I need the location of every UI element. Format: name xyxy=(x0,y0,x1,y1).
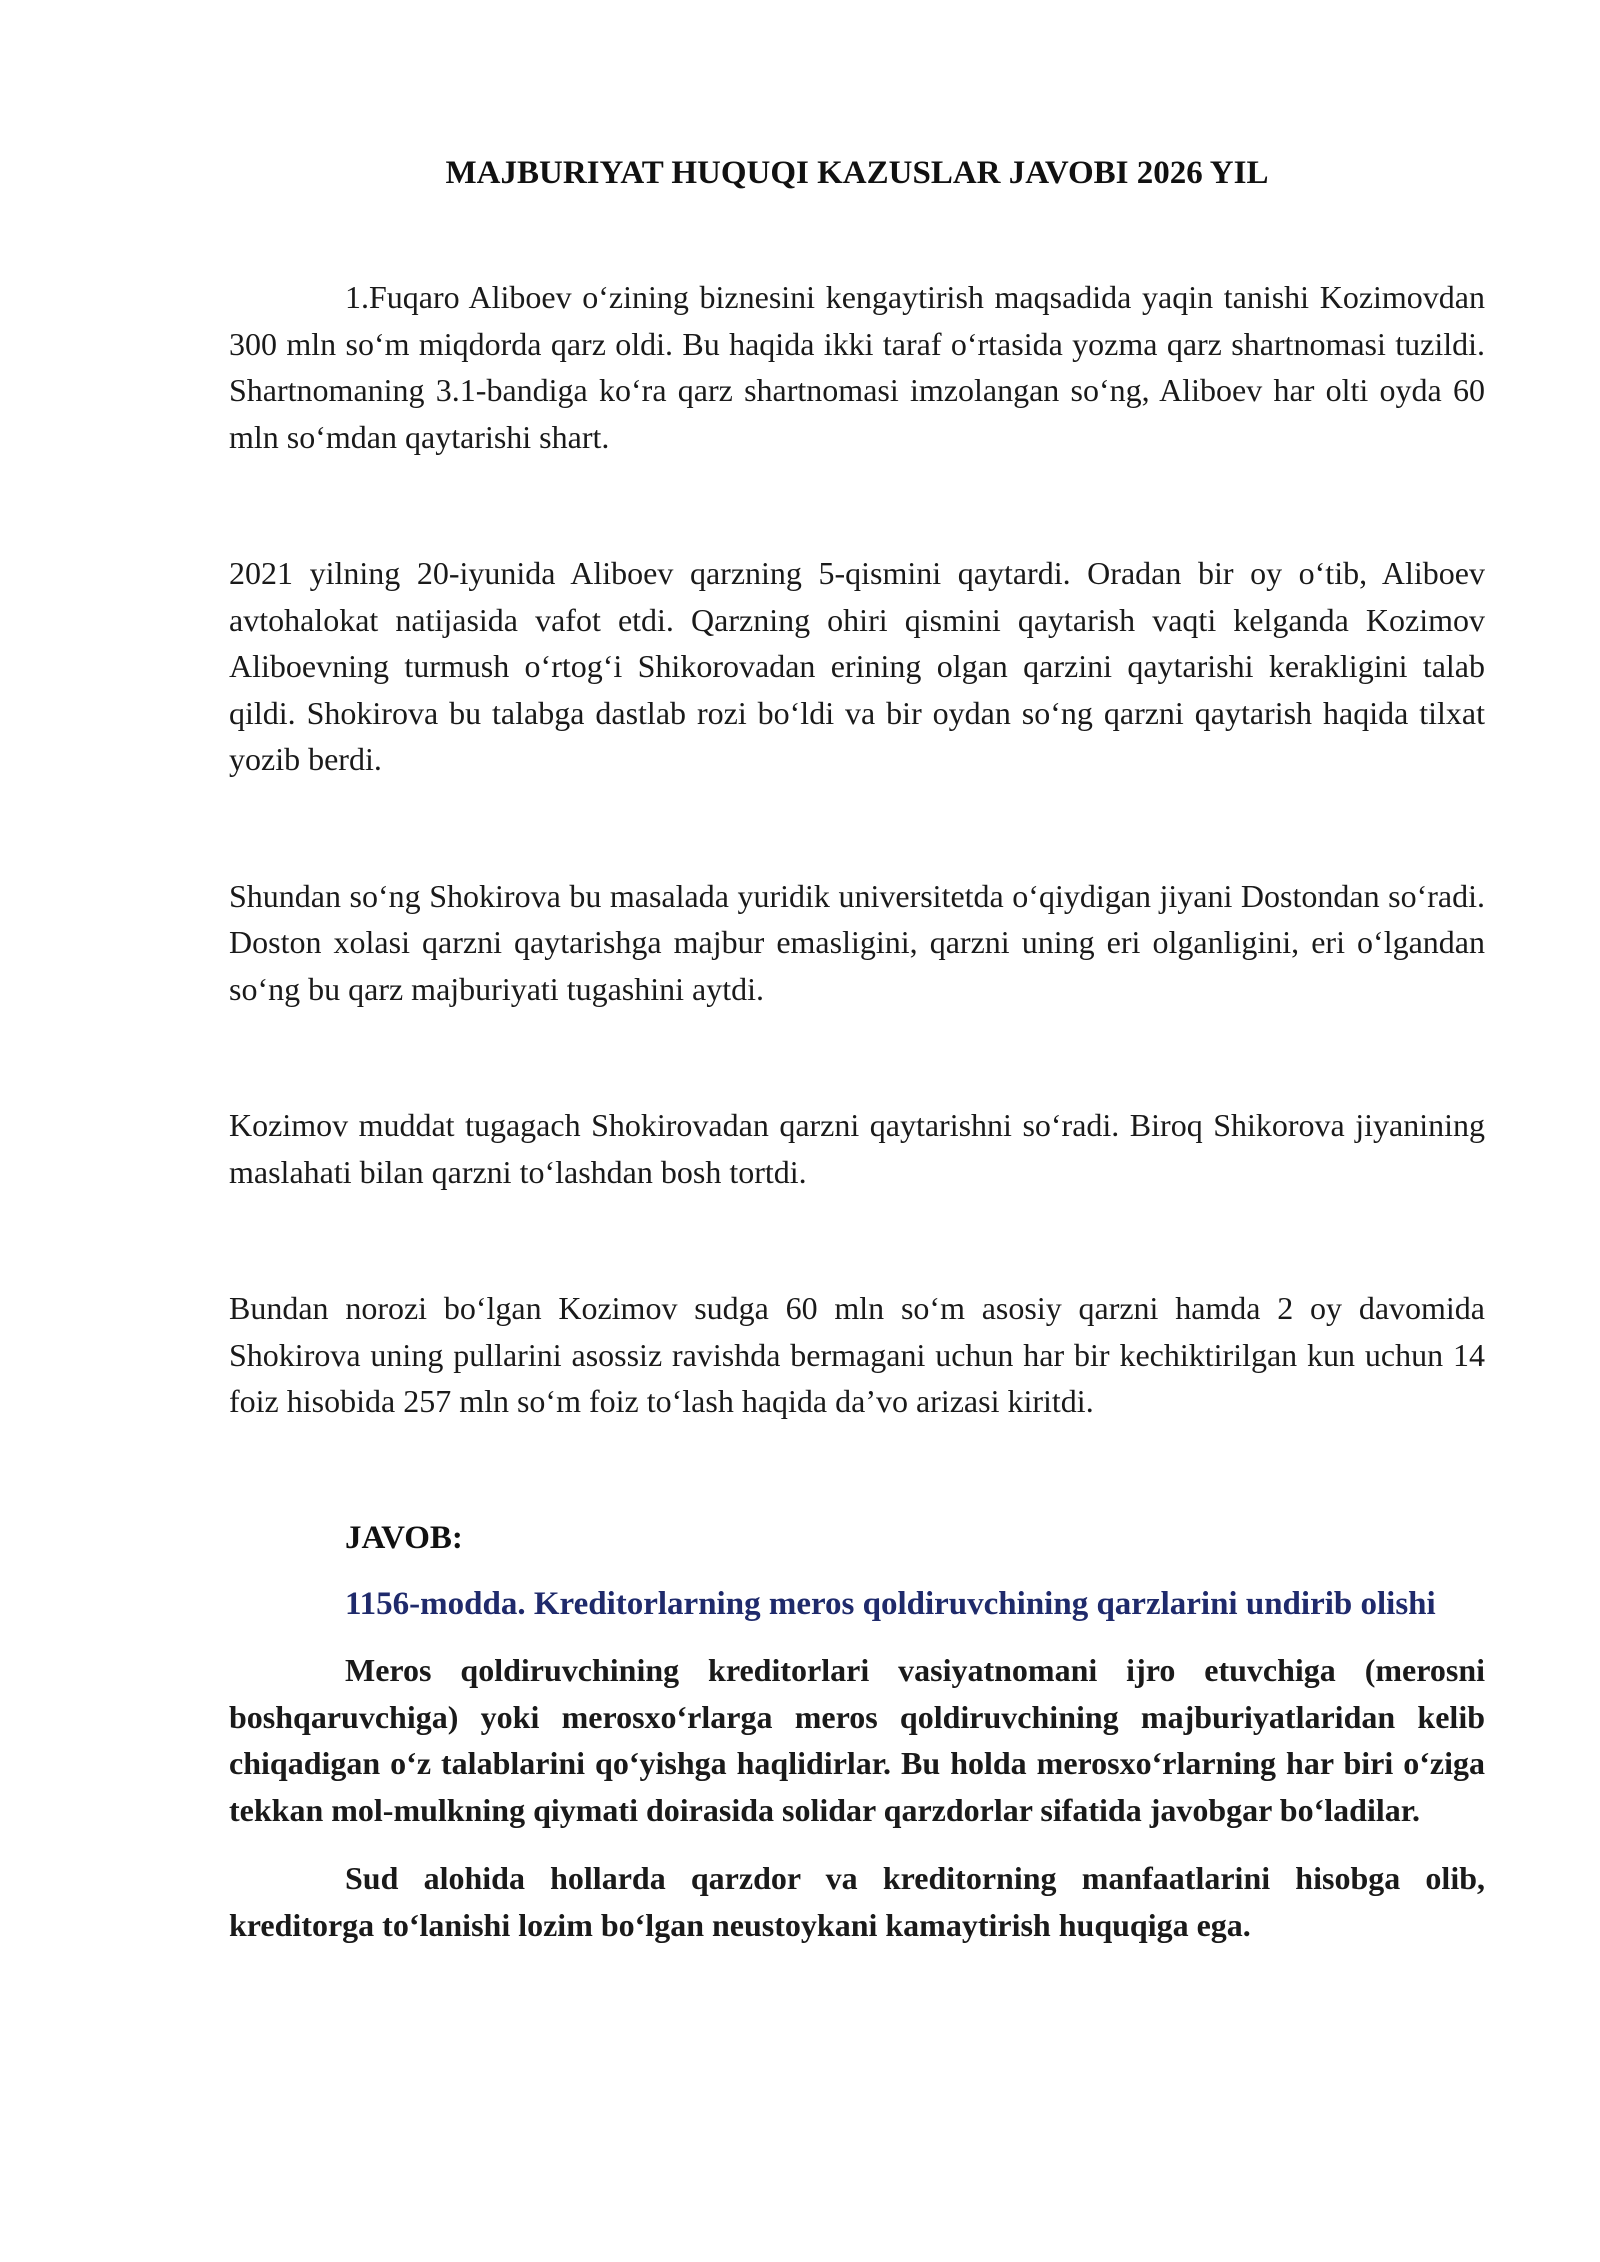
article-title: 1156-modda. Kreditorlarning meros qoldiruvchining qarzlarini undirib olishi xyxy=(345,1585,1436,1622)
case-paragraph-3: Shundan soʻng Shokirova bu masalada yuridik universitetda oʻqiydigan jiyani Dostondan soʻradi. Doston xolasi qarzni qaytarishga majbur emasligini, qarzni uning eri olganligini, eri oʻlgandan soʻng bu qarz majburiyati tugashini aytdi. xyxy=(229,877,1485,1007)
case-paragraph-2: 2021 yilning 20-iyunida Aliboev qarzning 5-qismini qaytardi. Oradan bir oy oʻtib, Aliboev avtohalokat natijasida vafot etdi. Qarzning ohiri qismini qaytarish vaqti kelganda Kozimov Aliboevning turmush oʻrtogʻi Shikorovadan erining olgan qarzini qaytarishi kerakligini talab qildi. Shokirova bu talabga dastlab rozi boʻldi va bir oydan soʻng qarzni qaytarish haqida tilxat yozib berdi. xyxy=(229,555,1485,777)
answer-paragraph-2: Sud alohida hollarda qarzdor va kreditorning manfaatlarini hisobga olib, kreditorga toʻlanishi lozim boʻlgan neustoykani kamaytirish huquqiga ega. xyxy=(229,1860,1485,1943)
answer-paragraph-1: Meros qoldiruvchining kreditorlari vasiyatnomani ijro etuvchiga (merosni boshqaruvchiga) yoki merosxoʻrlarga meros qoldiruvchining majburiyatlaridan kelib chiqadigan oʻz talablarini qoʻyishga haqlidirlar. Bu holda merosxoʻrlarning har biri oʻziga tekkan mol-mulkning qiymati doirasida solidar qarzdorlar sifatida javobgar boʻladilar. xyxy=(229,1652,1485,1828)
answer-heading: JAVOB: xyxy=(345,1519,463,1556)
document-title: MAJBURIYAT HUQUQI KAZUSLAR JAVOBI 2026 YIL xyxy=(445,155,1269,191)
case-paragraph-4: Kozimov muddat tugagach Shokirovadan qarzni qaytarishni soʻradi. Biroq Shikorova jiyanining maslahati bilan qarzni toʻlashdan bosh tortdi. xyxy=(229,1107,1485,1190)
document-body xyxy=(229,150,1485,1970)
case-paragraph-1: 1.Fuqaro Aliboev oʻzining biznesini kengaytirish maqsadida yaqin tanishi Kozimovdan 300 mln soʻm miqdorda qarz oldi. Bu haqida ikki taraf oʻrtasida yozma qarz shartnomasi tuzildi. Shartnomaning 3.1-bandiga koʻra qarz shartnomasi imzolangan soʻng, Aliboev har olti oyda 60 mln soʻmdan qaytarishi shart. xyxy=(229,279,1485,455)
case-paragraph-5: Bundan norozi boʻlgan Kozimov sudga 60 mln soʻm asosiy qarzni hamda 2 oy davomida Shokirova uning pullarini asossiz ravishda bermagani uchun har bir kechiktirilgan kun uchun 14 foiz hisobida 257 mln soʻm foiz toʻlash haqida daʼvo arizasi kiritdi. xyxy=(229,1290,1485,1419)
